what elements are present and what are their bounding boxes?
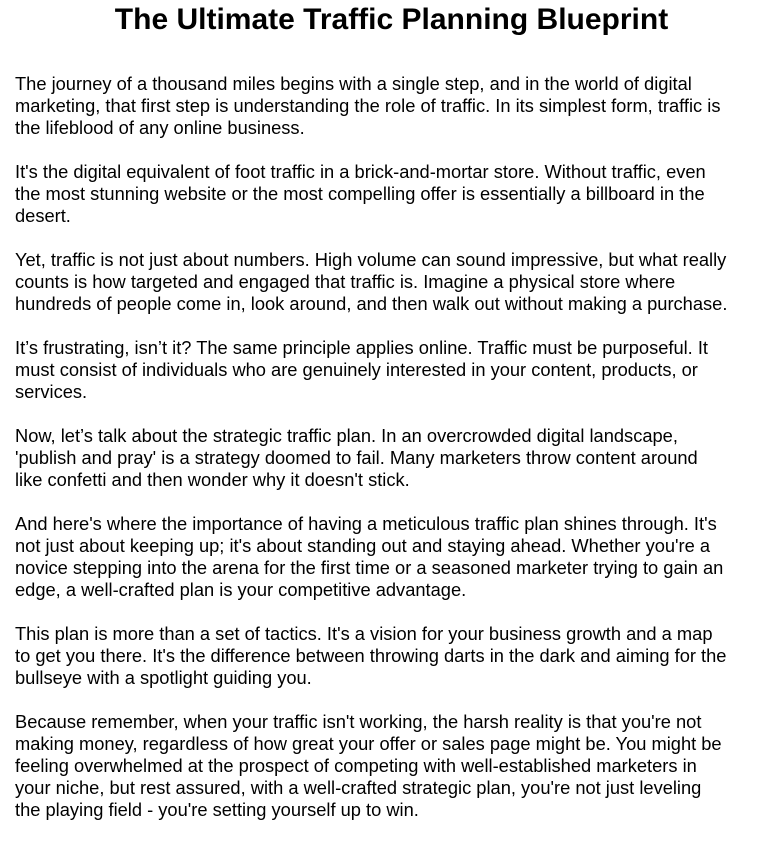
- text-line: to get you there. It's the difference between throwing darts in the dark and aiming for the: [15, 645, 727, 666]
- paragraph: [15, 425, 727, 491]
- paragraph: [15, 249, 727, 315]
- text-line: like confetti and then wonder why it doesn't stick.: [15, 469, 410, 490]
- text-line: the lifeblood of any online business.: [15, 117, 305, 138]
- text-line: desert.: [15, 205, 71, 226]
- text-line: Yet, traffic is not just about numbers. High volume can sound impressive, but what really: [15, 249, 727, 270]
- text-line: not just about keeping up; it's about standing out and staying ahead. Whether you're a: [15, 535, 711, 556]
- text-line: This plan is more than a set of tactics. It's a vision for your business growth and a map: [15, 623, 713, 644]
- text-line: making money, regardless of how great your offer or sales page might be. You might be: [15, 733, 722, 754]
- text-line: bullseye with a spotlight guiding you.: [15, 667, 312, 688]
- text-line: And here's where the importance of having a meticulous traffic plan shines through. It's: [15, 513, 717, 534]
- text-line: Because remember, when your traffic isn't working, the harsh reality is that you're not: [15, 711, 702, 732]
- text-line: novice stepping into the arena for the first time or a seasoned marketer trying to gain an: [15, 557, 724, 578]
- paragraph: [15, 623, 727, 689]
- page-title: The Ultimate Traffic Planning Blueprint: [114, 3, 669, 36]
- text-line: 'publish and pray' is a strategy doomed to fail. Many marketers throw content around: [15, 447, 698, 468]
- text-line: the playing field - you're setting yourself up to win.: [15, 799, 419, 820]
- text-line: Now, let’s talk about the strategic traffic plan. In an overcrowded digital landscape,: [15, 425, 678, 446]
- text-line: marketing, that first step is understanding the role of traffic. In its simplest form, traffic is: [15, 95, 721, 116]
- text-line: The journey of a thousand miles begins with a single step, and in the world of digital: [15, 73, 692, 94]
- text-line: edge, a well-crafted plan is your competitive advantage.: [15, 579, 467, 600]
- paragraph: [15, 513, 727, 601]
- text-line: feeling overwhelmed at the prospect of competing with well-established marketers in: [15, 755, 697, 776]
- paragraph: [15, 73, 727, 139]
- text-line: It's the digital equivalent of foot traffic in a brick-and-mortar store. Without traffic, even: [15, 161, 706, 182]
- paragraph: [15, 337, 727, 403]
- paragraph: [15, 161, 727, 227]
- paragraph: [15, 711, 727, 821]
- text-line: the most stunning website or the most compelling offer is essentially a billboard in the: [15, 183, 705, 204]
- text-line: your niche, but rest assured, with a well-crafted strategic plan, you're not just leveling: [15, 777, 702, 798]
- text-line: counts is how targeted and engaged that traffic is. Imagine a physical store where: [15, 271, 676, 292]
- article-body: [15, 73, 727, 843]
- text-line: It’s frustrating, isn’t it? The same principle applies online. Traffic must be purposeful. It: [15, 337, 708, 358]
- text-line: hundreds of people come in, look around, and then walk out without making a purchase.: [15, 293, 728, 314]
- text-line: must consist of individuals who are genuinely interested in your content, products, or: [15, 359, 698, 380]
- text-line: services.: [15, 381, 88, 402]
